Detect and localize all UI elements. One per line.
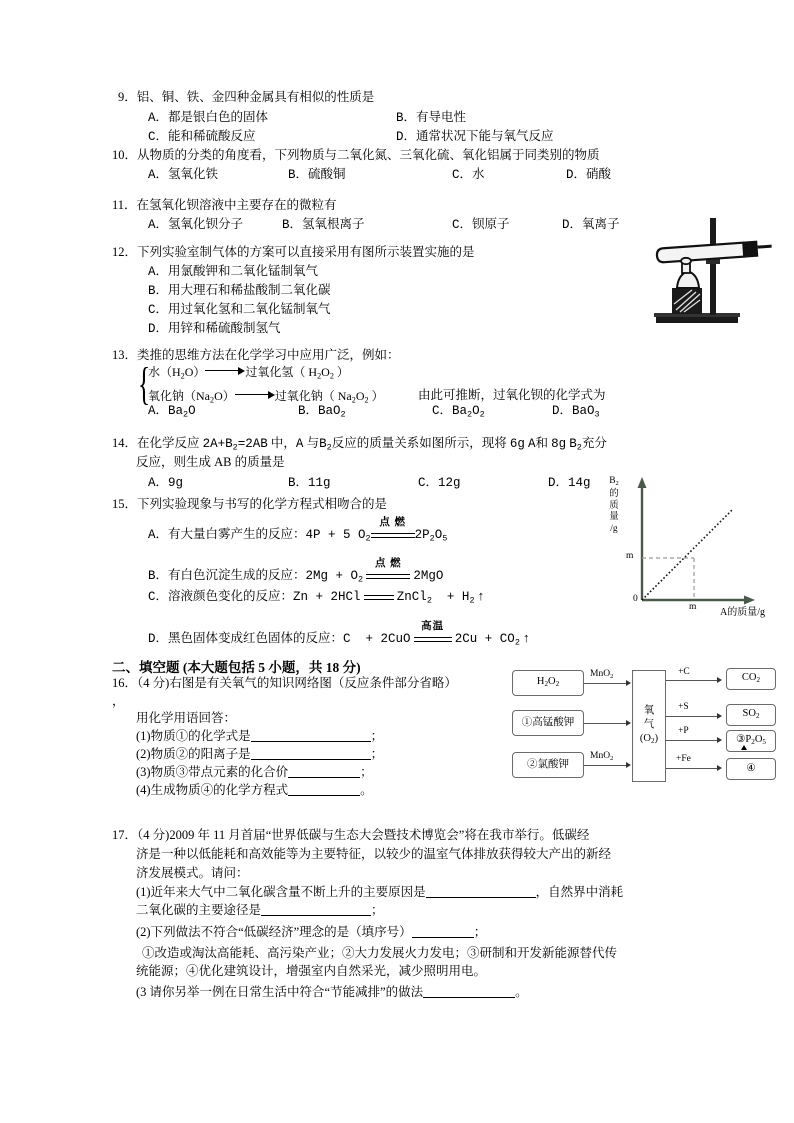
analogy-2-to: 过氧化钠（ $Na_2O_2$ ） [274, 389, 384, 405]
oxygen-knowledge-network-diagram [512, 668, 786, 798]
q14-opt-c-key: C [418, 476, 426, 490]
element-marker-triangle-icon [741, 745, 747, 750]
q15-option-a[interactable]: A．有大量白雾产生的反应：4P + 5 $O_2$ 点 燃 $2P_2O_5$ [148, 517, 448, 544]
q14-option-a[interactable] [148, 475, 183, 491]
gas-up-arrow-icon: ↑ [523, 630, 530, 645]
q15-opt-c-lhs: Zn + 2HCl [293, 590, 361, 604]
q11-option-d[interactable] [562, 217, 620, 233]
graph-y-axis-label: $B_2$ 的 质 量 /g [609, 476, 619, 534]
q17-sub-3 [136, 985, 528, 1000]
q10-number: 10 [112, 148, 125, 162]
q11-opt-a-key: A [148, 218, 156, 232]
q11-opt-d-key: D [562, 218, 570, 232]
network-output-box-2 [726, 704, 776, 726]
q16-stray-comma: ， [112, 694, 125, 708]
question-12-stem [112, 245, 475, 260]
q13-conclusion [418, 388, 606, 403]
network-output-box-4 [726, 758, 776, 780]
q15-opt-c-rhs: ZnCl$_2$ + $H_2$ [396, 590, 475, 606]
q16-sub-4-label: (4)生成物质④的化学方程式 [136, 783, 289, 797]
arrow-right-icon [626, 720, 631, 726]
q14-option-c[interactable] [418, 475, 461, 491]
q17-sub-2-answer-blank[interactable] [412, 937, 474, 938]
q17-number: 17 [112, 828, 125, 842]
q16-sub-1-tail: ； [370, 729, 384, 743]
q16-sub-3-answer-blank[interactable] [288, 777, 360, 778]
q16-sub-1 [136, 729, 383, 744]
section-2-heading: 二、填空题 (本大题包括 5 小题，共 18 分) [112, 660, 361, 675]
q9-option-b[interactable] [396, 110, 466, 126]
analogy-2-from: 氧化钠$(Na_2O)$ [148, 389, 235, 405]
q15-opt-a-lhs: 4P + 5 $O_2$ [305, 528, 371, 544]
q12-opt-d-text: ．用锌和稀硫酸制氢气 [155, 321, 281, 335]
network-output-box-3 [726, 730, 776, 752]
arrow-right-icon [717, 765, 722, 771]
question-17-stem: 17．（4 分)2009 年 11 月首届“世界低碳与生态大会暨技术博览会”将在我市举行。低碳经 [112, 828, 590, 842]
q15-opt-b-lhs: $2Mg + O_2$ [305, 569, 364, 585]
q13-stem-text: ．类推的思维方法在化学学习中应用广泛，例如： [124, 348, 400, 362]
q14-mass-relationship-graph [604, 472, 784, 624]
q17-sub-3-tail: 。 [515, 985, 528, 999]
q14-stem-line2 [136, 455, 285, 470]
q15-opt-b-rhs: 2MgO [413, 569, 444, 583]
graph-y-tick-m: m [626, 551, 634, 561]
q9-opt-b-key: B [396, 111, 404, 125]
network-output-4-label: ④ [746, 763, 756, 774]
q17-sub-3-answer-blank[interactable] [423, 997, 515, 998]
q10-opt-a-text: ．氢氧化铁 [155, 167, 219, 181]
network-connector-out-4 [666, 768, 718, 769]
q17-sub-2-tail: ； [473, 925, 487, 939]
question-13-stem [112, 348, 400, 363]
q17-sub-1-part-b [136, 903, 384, 918]
q14-opt-c-text: ．12g [425, 476, 461, 490]
q12-opt-b-key: B [148, 284, 156, 298]
q9-opt-c-text: ．能和稀硫酸反应 [155, 129, 256, 143]
q15-opt-a-rhs: $2P_2O_5$ [414, 528, 448, 544]
q9-opt-a-text: ．都是银白色的固体 [155, 110, 269, 124]
q17-sub-2 [136, 925, 486, 940]
network-reagent-1: +C [678, 667, 690, 677]
q17-sub-1-answer-blank-2[interactable] [261, 915, 371, 916]
arrow-right-icon [205, 366, 245, 375]
q14-opt-d-text: ．14g [555, 476, 591, 490]
q11-opt-c-text: ．钡原子 [459, 217, 510, 231]
network-connector-in-1 [584, 683, 627, 684]
q12-opt-c-key: C [148, 303, 156, 317]
network-output-1-label: $CO_2$ [741, 672, 761, 684]
network-reagent-2: +S [678, 702, 689, 712]
q11-opt-b-key: B [282, 218, 290, 232]
analogy-1-from: 水$(H_2O)$ [148, 365, 206, 381]
q10-option-c[interactable] [452, 167, 485, 183]
q17-sub-2-items-line-2: 统能源；④优化建筑设计，增强室内自然采光，减少照明用电。 [136, 964, 487, 978]
network-connector-in-3 [584, 765, 627, 766]
q17-line-3: 济发展模式。请问： [136, 866, 249, 880]
q10-stem-text: ．从物质的分类的角度看，下列物质与二氧化氮、三氧化硫、氧化铝属于同类别的物质 [124, 148, 600, 162]
q16-number: 16 [112, 676, 125, 690]
q11-option-b[interactable] [282, 217, 365, 233]
q16-sub-4 [136, 783, 373, 798]
q15-opt-d-condition: 高温 [421, 621, 445, 633]
q9-opt-c-key: C [148, 130, 156, 144]
arrow-right-icon [717, 737, 722, 743]
q15-opt-d-lhs: C + 2CuO [343, 632, 411, 646]
q12-option-a[interactable] [148, 264, 318, 280]
q17-sub-1-mid: ，自然界中消耗 [535, 885, 624, 899]
q12-option-b[interactable] [148, 283, 331, 299]
q10-opt-b-key: B [288, 168, 296, 182]
network-connector-out-3 [666, 740, 718, 741]
network-center-line-2: 气 [643, 719, 655, 730]
q16-sub-2-tail: ； [370, 747, 384, 761]
network-input-box-1 [512, 670, 584, 696]
q15-stem-text: ．下列实验现象与书写的化学方程式相吻合的是 [124, 497, 388, 511]
q12-opt-b-text: ．用大理石和稀盐酸制二氧化碳 [155, 283, 331, 297]
q16-sub-3-tail: ； [360, 765, 373, 779]
q17-sub-2-label: (2)下列做法不符合“低碳经济”理念的是（填序号） [136, 925, 412, 939]
q15-opt-d-rhs: $2Cu + CO_2$ [454, 632, 520, 648]
q11-option-c[interactable] [452, 217, 510, 233]
q14-opt-d-key: D [548, 476, 556, 490]
q15-option-c[interactable]: C．溶液颜色变化的反应：Zn + 2HCl ZnCl$_2$ + $H_2$ ↑ [148, 588, 485, 606]
q11-opt-d-text: ．氧离子 [569, 217, 620, 231]
q11-option-a[interactable] [148, 217, 243, 233]
network-input-3-label: ②氯酸钾 [527, 759, 569, 770]
q9-option-a[interactable] [148, 110, 268, 126]
q12-opt-c-text: ．用过氧化氢和二氧化锰制氧气 [155, 302, 331, 316]
q12-option-c[interactable] [148, 302, 331, 318]
q17-line-1: 2009 年 11 月首届“世界低碳与生态大会暨技术博览会”将在我市举行。低碳经 [169, 828, 590, 842]
q15-opt-a-condition: 点 燃 [379, 517, 406, 529]
apparatus-svg [648, 214, 784, 334]
q16-stem-text: 右图是有关氧气的知识网络图（反应条件部分省略） [169, 676, 457, 690]
arrow-right-icon [717, 677, 722, 683]
arrow-right-icon [626, 762, 631, 768]
q14-stem-line2-text: 反应，则生成 AB 的质量是 [136, 455, 285, 469]
network-connector-in-2 [584, 723, 627, 724]
question-9-stem [118, 90, 374, 105]
q10-opt-c-text: ．水 [459, 167, 485, 181]
q12-opt-d-key: D [148, 322, 156, 336]
q17-sub-1-answer-blank-1[interactable] [426, 897, 536, 898]
network-input-1-label: $H_2O_2$ [536, 676, 560, 688]
network-reagent-4: +Fe [676, 754, 691, 764]
equals-sign-icon [364, 592, 394, 602]
graph-origin-label: 0 [633, 594, 638, 604]
question-15-stem [112, 497, 387, 512]
q16-sub-2 [136, 747, 383, 762]
q15-opt-b-condition: 点 燃 [374, 558, 402, 570]
network-center-line-3: $(O_2)$ [639, 733, 659, 745]
q14-opt-a-key: A [148, 476, 156, 490]
network-connector-out-1 [666, 680, 718, 681]
q16-sub-2-answer-blank[interactable] [251, 759, 371, 760]
q10-option-d[interactable] [566, 167, 611, 183]
reaction-arrow-ignite [371, 517, 415, 542]
q17-line-2: 济是一种以低能耗和高效能等为主要特征，以较少的温室气体排放获得较大产出的新经 [136, 847, 612, 861]
network-input-box-3 [512, 752, 584, 778]
q16-sub-1-answer-blank[interactable] [251, 741, 371, 742]
network-connector-out-2 [666, 716, 718, 717]
q17-sub-1-label: (1)近年来大气中二氧化碳含量不断上升的主要原因是 [136, 885, 426, 899]
q11-stem-text: ．在氢氧化钡溶液中主要存在的微粒有 [124, 198, 337, 212]
q15-opt-a-label: ．有大量白雾产生的反应： [155, 527, 306, 541]
q10-opt-d-key: D [566, 168, 574, 182]
q13-conclusion-text: 由此可推断，过氧化钡的化学式为 [418, 388, 606, 402]
q16-sub-4-answer-blank[interactable] [288, 795, 360, 796]
analogy-row-1 [148, 363, 349, 380]
analogy-row-2 [148, 387, 384, 404]
question-10-stem [112, 148, 600, 163]
q9-opt-a-key: A [148, 111, 156, 125]
q11-opt-b-text: ．氢氧根离子 [289, 217, 365, 231]
network-input-box-2 [512, 710, 584, 736]
network-reagent-3: +P [678, 726, 689, 736]
reaction-arrow-high-temp [414, 621, 452, 646]
q15-option-b[interactable]: B．有白色沉淀生成的反应：$2Mg + O_2$ 点 燃 2MgO [148, 558, 444, 585]
q13-number: 13 [112, 348, 125, 362]
q9-number: 9 [118, 90, 125, 104]
q13-option-b[interactable]: B．BaO$_2$ [298, 404, 346, 420]
analogy-brace: { [138, 358, 151, 409]
arrow-right-icon [717, 713, 722, 719]
q9-option-d[interactable] [396, 129, 554, 145]
network-condition-3: MnO$_2$ [590, 751, 614, 762]
question-16-stem: 16．（4 分)右图是有关氧气的知识网络图（反应条件部分省略） [112, 676, 457, 690]
q16-instruction: 用化学用语回答： [136, 711, 237, 725]
q14-number: 14 [112, 436, 125, 450]
q13-option-c[interactable]: C．$Ba_2O_2$ [432, 404, 485, 420]
q10-opt-d-text: ．硝酸 [573, 167, 612, 181]
arrow-right-icon [626, 680, 631, 686]
question-14-stem: 14．在化学反应 $2A+B_2=2AB$ 中，A 与$B_2$反应的质量关系如图所示，现将 6g A和 8g $B_2$充分 [112, 436, 607, 453]
q11-opt-c-key: C [452, 218, 460, 232]
q14-option-d[interactable] [548, 475, 591, 491]
q13-option-a[interactable]: A．$Ba_2O$ [148, 404, 196, 420]
q13-option-d[interactable]: D．BaO$_3$ [552, 404, 600, 420]
q17-score: （4 分) [137, 828, 170, 842]
q12-stem-text: ．下列实验室制气体的方案可以直接采用有图所示装置实施的是 [124, 245, 475, 259]
q17-sub-2-items-line-1: ①改造或淘汰高能耗、高污染产业；②大力发展火力发电；③研制和开发新能源替代传 [142, 946, 618, 960]
q12-option-d[interactable] [148, 321, 281, 337]
question-11-stem [112, 198, 337, 213]
arrow-right-icon [235, 390, 275, 399]
reaction-arrow-ignite [366, 558, 410, 583]
q14-opt-b-text: ．11g [295, 476, 331, 490]
network-center-box [632, 670, 666, 782]
q16-sub-4-tail: 。 [360, 783, 373, 797]
network-input-2-label: ①高锰酸钾 [521, 717, 575, 728]
network-output-3-label: $③P_2O_5$ [736, 734, 766, 746]
q12-opt-a-key: A [148, 265, 156, 279]
q17-sub-1-tail: ； [371, 903, 384, 917]
q15-option-d[interactable]: D．黑色固体变成红色固体的反应：C + 2CuO 高温 $2Cu + CO_2$ ↑ [148, 621, 530, 648]
network-center-line-1: 氧 [643, 705, 655, 716]
analogy-1-to: 过氧化氢（ $H_2O_2$ ） [245, 365, 349, 381]
graph-x-axis-label: A的质量/g [720, 607, 765, 618]
graph-x-tick-m: m [689, 602, 697, 612]
q16-sub-2-label: (2)物质②的阳离子是 [136, 747, 251, 761]
q15-opt-c-label: ．溶液颜色变化的反应： [155, 589, 294, 603]
q14-opt-a-text: ．9g [155, 476, 184, 490]
q11-number: 11 [112, 198, 125, 212]
q17-sub-1-part-a [136, 885, 623, 900]
q17-sub-1-label-2: 二氧化碳的主要途径是 [136, 903, 262, 917]
q9-opt-d-text: ．通常状况下能与氧气反应 [403, 129, 554, 143]
q15-opt-d-label: ．黑色固体变成红色固体的反应： [155, 631, 344, 645]
q16-sub-1-label: (1)物质①的化学式是 [136, 729, 251, 743]
q9-opt-d-key: D [396, 130, 404, 144]
network-condition-1: MnO$_2$ [590, 669, 614, 680]
q15-opt-b-label: ．有白色沉淀生成的反应： [155, 568, 306, 582]
q10-opt-a-key: A [148, 168, 156, 182]
q14-option-b[interactable] [288, 475, 331, 491]
q16-sub-3 [136, 765, 373, 780]
q13-analogy-block [138, 358, 438, 409]
network-output-2-label: $SO_2$ [742, 708, 760, 720]
q9-opt-b-text: ．有导电性 [403, 110, 467, 124]
gas-up-arrow-icon: ↑ [477, 588, 485, 603]
q10-option-b[interactable] [288, 167, 346, 183]
q14-equation: $2A+B_2=2AB$ [202, 437, 268, 453]
q17-sub-3-label: (3 请你另举一例在日常生活中符合“节能减排”的做法 [136, 985, 424, 999]
network-output-box-1 [726, 668, 776, 690]
q12-opt-a-text: ．用氯酸钾和二氧化锰制氧气 [155, 264, 319, 278]
q9-option-c[interactable] [148, 129, 256, 145]
q14-opt-b-key: B [288, 476, 296, 490]
q11-opt-a-text: ．氢氧化钡分子 [155, 217, 244, 231]
q10-opt-c-key: C [452, 168, 460, 182]
q10-opt-b-text: ．硫酸铜 [295, 167, 346, 181]
q15-number: 15 [112, 497, 125, 511]
q12-number: 12 [112, 245, 125, 259]
q16-sub-3-label: (3)物质③带点元素的化合价 [136, 765, 289, 779]
q9-stem-text: ．铝、铜、铁、金四种金属具有相似的性质是 [124, 90, 375, 104]
q16-score: （4 分) [137, 676, 170, 690]
q10-option-a[interactable] [148, 167, 218, 183]
test-tube-heating-apparatus-figure [648, 214, 784, 334]
